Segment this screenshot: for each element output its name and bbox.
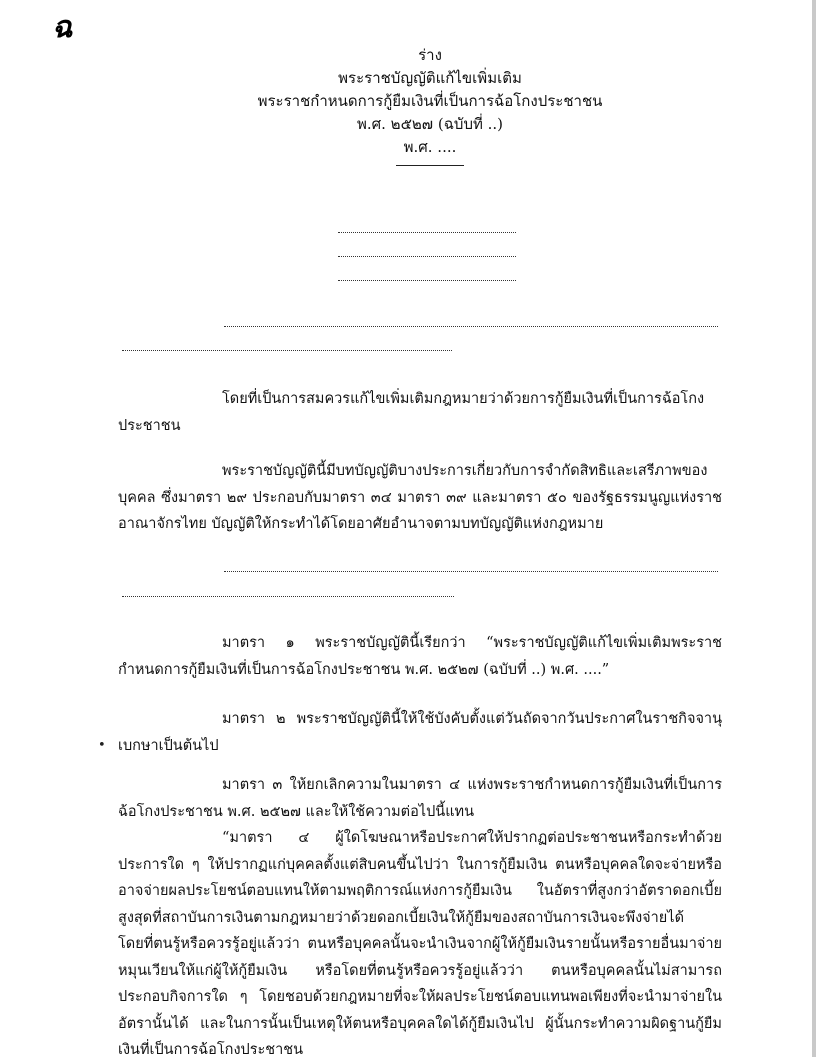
section-3	[118, 772, 722, 1064]
preamble-legal-basis	[118, 458, 722, 538]
section-3-quoted-amendment: “มาตรา ๔ ผู้ใดโฆษณาหรือประกาศให้ปรากฏต่อประชาชนหรือกระทำด้วยประการใด ๆ ให้ปรากฏแก่บุคคลตั้งแต่สิบคนขึ้นไปว่า ในการกู้ยืมเงิน ตนหรือบุคคลใดจะจ่ายหรืออาจจ่ายผลประโยชน์ตอบแทนให้ตามพฤติการณ์แห่งการกู้ยืมเงิน ในอัตราที่สูงกว่าอัตราดอกเบี้ยสูงสุดที่สถาบันการเงินตามกฎหมายว่าด้วยดอกเบี้ยเงินให้กู้ยืมของสถาบันการเงินจะพึงจ่ายได้ โดยที่ตนรู้หรือควรรู้อยู่แล้วว่า ตนหรือบุคคลนั้นจะนำเงินจากผู้ให้กู้ยืมเงินรายนั้นหรือรายอื่นมาจ่ายหมุนเวียนให้แก่ผู้ให้กู้ยืมเงิน หรือโดยที่ตนรู้หรือควรรู้อยู่แล้วว่า ตนหรือบุคคลนั้นไม่สามารถประกอบกิจการใด ๆ โดยชอบด้วยกฎหมายที่จะให้ผลประโยชน์ตอบแทนพอเพียงที่จะนำมาจ่ายในอัตรานั้นได้ และในการนั้นเป็นเหตุให้ตนหรือบุคคลใดได้กู้ยืมเงินไป ผู้นั้นกระทำความผิดฐานกู้ยืมเงินที่เป็นการฉ้อโกงประชาชน	[118, 830, 722, 1058]
handwritten-corner-mark: ฉ	[52, 10, 73, 45]
blank-dotted-line	[338, 256, 516, 257]
scan-edge-shadow	[812, 0, 816, 1057]
blank-dotted-line	[224, 571, 718, 572]
section-3-text: มาตรา ๓ ให้ยกเลิกความในมาตรา ๔ แห่งพระราชกำหนดการกู้ยืมเงินที่เป็นการฉ้อโกงประชาชน พ.ศ. ๒๕๒๗ และให้ใช้ความต่อไปนี้แทน	[118, 777, 722, 820]
scan-speck: •	[98, 738, 106, 753]
blank-dotted-line	[338, 232, 516, 233]
section-1	[118, 630, 722, 683]
preamble-reason	[118, 386, 722, 439]
blank-dotted-line	[224, 326, 718, 327]
header-divider	[396, 165, 464, 166]
act-title-line-1: พระราชบัญญัติแก้ไขเพิ่มเติม	[338, 69, 522, 87]
act-year-line: พ.ศ. ๒๕๒๗ (ฉบับที่ ..)	[356, 115, 504, 133]
draft-label: ร่าง	[418, 46, 442, 64]
act-title-line-2: พระราชกำหนดการกู้ยืมเงินที่เป็นการฉ้อโกงประชาชน	[257, 92, 603, 110]
section-1-text: มาตรา ๑ พระราชบัญญัตินี้เรียกว่า “พระราชบัญญัติแก้ไขเพิ่มเติมพระราชกำหนดการกู้ยืมเงินที่เป็นการฉ้อโกงประชาชน พ.ศ. ๒๕๒๗ (ฉบับที่ ..) พ.ศ. ....”	[118, 635, 722, 678]
section-2-text: มาตรา ๒ พระราชบัญญัตินี้ให้ใช้บังคับตั้งแต่วันถัดจากวันประกาศในราชกิจจานุเบกษาเป็นต้นไป	[118, 711, 722, 754]
preamble-reason-text: โดยที่เป็นการสมควรแก้ไขเพิ่มเติมกฎหมายว่าด้วยการกู้ยืมเงินที่เป็นการฉ้อโกงประชาชน	[118, 391, 705, 434]
document-header	[250, 44, 610, 166]
preamble-legal-basis-text: พระราชบัญญัตินี้มีบทบัญญัติบางประการเกี่ยวกับการจำกัดสิทธิและเสรีภาพของบุคคล ซึ่งมาตรา ๒๙ ประกอบกับมาตรา ๓๔ มาตรา ๓๙ และมาตรา ๕๐ ของรัฐธรรมนูญแห่งราชอาณาจักรไทย บัญญัติให้กระทำได้โดยอาศัยอำนาจตามบทบัญญัติแห่งกฎหมาย	[118, 463, 722, 532]
act-enactment-year: พ.ศ. ....	[403, 138, 457, 156]
blank-dotted-line	[122, 350, 452, 351]
blank-dotted-line	[122, 596, 454, 597]
blank-dotted-line	[338, 280, 516, 281]
section-2	[118, 706, 722, 759]
